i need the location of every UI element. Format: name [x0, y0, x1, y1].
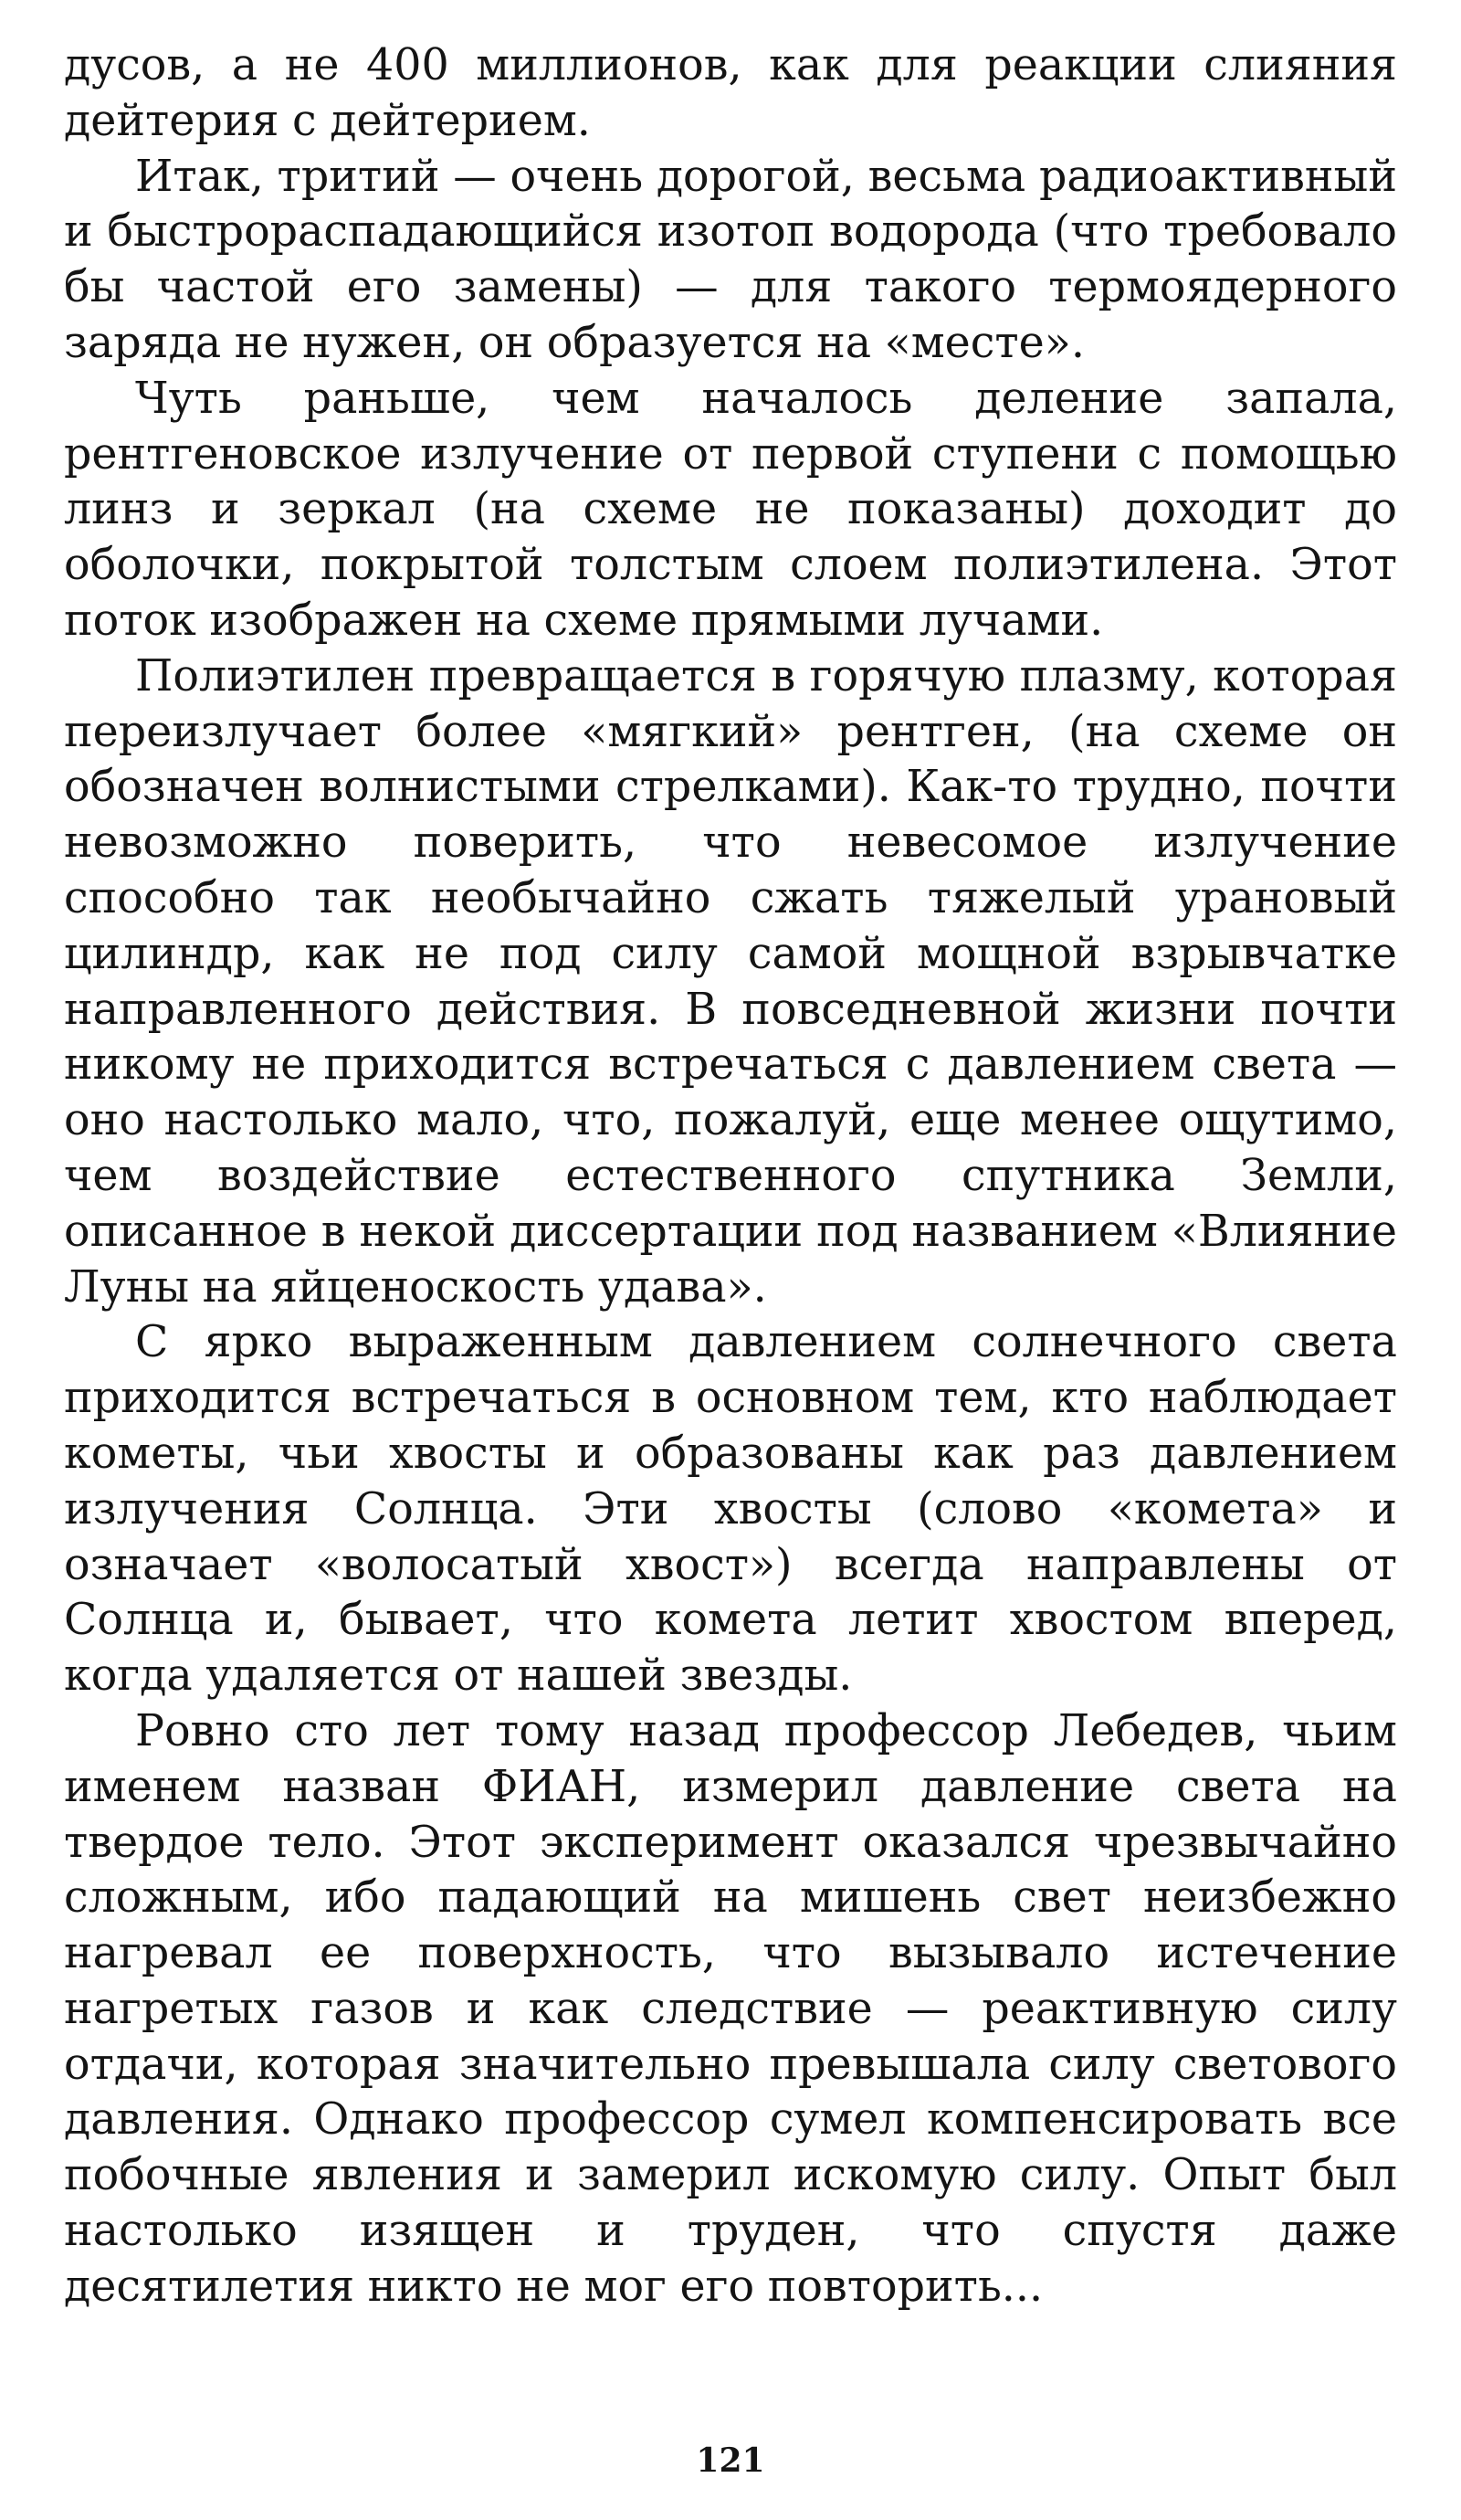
page-number: 121: [696, 2441, 765, 2480]
paragraph-tritium: Итак, тритий — очень дорогой, весьма радиоактивный и быстрораспадающийся изотоп водорода (что требовало бы частой его замены) — для такого термоядерного заряда не нужен, он образуется на «месте».: [64, 151, 1397, 368]
body-text: [64, 38, 1397, 2315]
paragraph-xray-flow: Чуть раньше, чем началось деление запала, рентгеновское излучение от первой ступени с помощью линз и зеркал (на схеме не показаны) доходит до оболочки, покрытой толстым слоем полиэтилена. Этот поток изображен на схеме прямыми лучами.: [64, 373, 1397, 646]
paragraph-continued: дусов, а не 400 миллионов, как для реакции слияния дейтерия с дейтерием.: [64, 40, 1397, 146]
paragraph-polyethylene-plasma: Полиэтилен превращается в горячую плазму, которая переизлучает более «мягкий» рентген, (на схеме он обозначен волнистыми стрелками). Как-то трудно, почти невозможно поверить, что невесомое излучение способно так необычайно сжать тяжелый урановый цилиндр, как не под силу самой мощной взрывчатке направленного действия. В повседневной жизни почти никому не приходится встречаться с давлением света — оно настолько мало, что, пожалуй, еще менее ощутимо, чем воздействие естественного спутника Земли, описанное в некой диссертации под названием «Влияние Луны на яйценоскость удава».: [64, 650, 1397, 1313]
paragraph-lebedev: Ровно сто лет тому назад профессор Лебедев, чьим именем назван ФИАН, измерил давление света на твердое тело. Этот эксперимент оказался чрезвычайно сложным, ибо падающий на мишень свет неизбежно нагревал ее поверхность, что вызывало истечение нагретых газов и как следствие — реактивную силу отдачи, которая значительно превышала силу светового давления. Однако профессор сумел компенсировать все побочные явления и замерил искомую силу. Опыт был настолько изящен и труден, что спустя даже десятилетия никто не мог его повторить...: [64, 1705, 1397, 2312]
paragraph-comets: С ярко выраженным давлением солнечного света приходится встречаться в основном тем, кто наблюдает кометы, чьи хвосты и образованы как раз давлением излучения Солнца. Эти хвосты (слово «комета» и означает «волосатый хвост») всегда направлены от Солнца и, бывает, что комета летит хвостом вперед, когда удаляется от нашей звезды.: [64, 1317, 1397, 1702]
